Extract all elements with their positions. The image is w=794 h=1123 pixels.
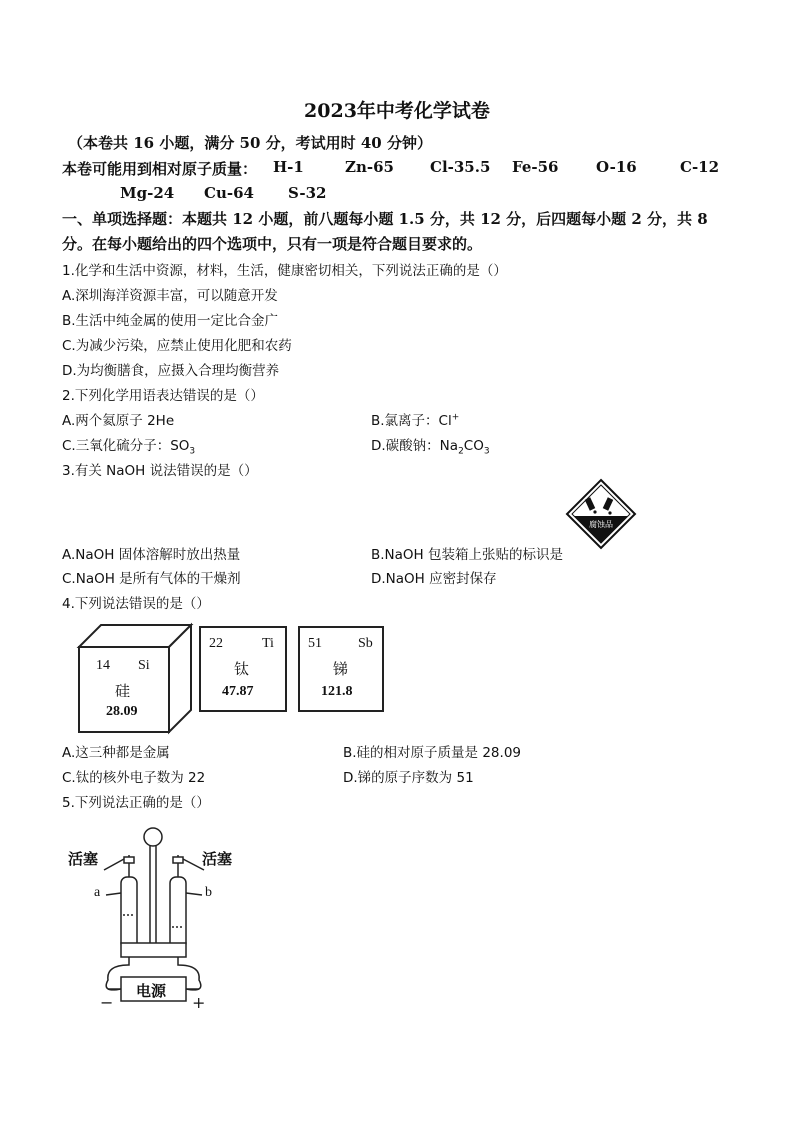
atomic-mass-item: H-1 — [273, 158, 304, 176]
atomic-mass: 121.8 — [321, 684, 353, 699]
q1-option-d: D.为均衡膳食，应摄入合理均衡营养 — [62, 363, 280, 379]
atomic-mass: 28.09 — [106, 704, 138, 719]
atomic-mass-item: C-12 — [680, 158, 720, 176]
q1-option-a: A.深圳海洋资源丰富，可以随意开发 — [62, 288, 278, 304]
electrolysis-apparatus — [66, 815, 256, 1015]
section-heading: 一、单项选择题：本题共 12 小题，前八题每小题 1.5 分，共 12 分，后四题每小题 2 分，共 8 — [62, 210, 708, 228]
atomic-number: 14 — [96, 658, 110, 673]
q4-option-d: D.锑的原子序数为 51 — [343, 770, 474, 786]
q2-option-d: D.碳酸钠：$Na_2CO_3$ — [371, 438, 490, 457]
tube-label-a: a — [94, 885, 101, 900]
atomic-mass-item: Cl-35.5 — [430, 158, 491, 176]
atomic-mass-item: Mg-24 — [120, 184, 175, 202]
q2-option-b: B.氯离子：Cl+ — [371, 412, 460, 429]
element-name: 硅 — [115, 682, 131, 700]
q4-option-a: A.这三种都是金属 — [62, 745, 170, 761]
q3-option-d: D.NaOH 应密封保存 — [371, 571, 497, 587]
question-4-stem: 4.下列说法错误的是（） — [62, 596, 210, 612]
corrosive-hazard-sign — [565, 478, 637, 550]
negative-terminal-label: − — [100, 993, 114, 1012]
q3-option-a: A.NaOH 固体溶解时放出热量 — [62, 547, 241, 563]
element-cell-titanium — [199, 626, 287, 712]
power-supply-label: 电源 — [136, 982, 167, 1000]
atomic-mass-item: Fe-56 — [512, 158, 559, 176]
question-2-stem: 2.下列化学用语表达错误的是（） — [62, 388, 264, 404]
q1-option-c: C.为减少污染，应禁止使用化肥和农药 — [62, 338, 292, 354]
element-name: 钛 — [234, 662, 250, 678]
atomic-mass-item: Zn-65 — [345, 158, 394, 176]
atomic-mass: 47.87 — [222, 684, 254, 699]
exam-info: （本卷共 16 小题，满分 50 分，考试用时 40 分钟） — [68, 134, 432, 152]
page-title: 2023年中考化学试卷 — [304, 100, 490, 122]
q3-option-c: C.NaOH 是所有气体的干燥剂 — [62, 571, 241, 587]
q4-option-c: C.钛的核外电子数为 22 — [62, 770, 206, 786]
question-3-stem: 3.有关 NaOH 说法错误的是（） — [62, 463, 258, 479]
atomic-mass-item: S-32 — [288, 184, 327, 202]
element-symbol: Si — [138, 658, 150, 673]
atomic-mass-item: O-16 — [596, 158, 637, 176]
question-5-stem: 5.下列说法正确的是（） — [62, 795, 210, 811]
positive-terminal-label: + — [192, 993, 206, 1012]
element-cell-antimony — [298, 626, 384, 712]
atomic-mass-item: Cu-64 — [204, 184, 254, 202]
sign-label: 腐蚀品 — [589, 520, 613, 529]
atomic-number: 22 — [209, 636, 223, 651]
element-cell-silicon — [76, 620, 194, 735]
atomic-mass-label: 本卷可能用到相对原子质量： — [62, 160, 258, 178]
q1-option-b: B.生活中纯金属的使用一定比合金广 — [62, 313, 279, 329]
section-heading-cont: 分。在每小题给出的四个选项中，只有一项是符合题目要求的。 — [62, 235, 483, 253]
atomic-number: 51 — [308, 636, 322, 651]
q3-option-b: B.NaOH 包装箱上张贴的标识是 — [371, 547, 563, 563]
q2-option-a: A.两个氦原子 2He — [62, 413, 175, 429]
q4-option-b: B.硅的相对原子质量是 28.09 — [343, 745, 521, 761]
valve-label-right: 活塞 — [202, 850, 233, 868]
element-symbol: Sb — [358, 636, 373, 651]
element-symbol: Ti — [262, 636, 274, 651]
valve-label-left: 活塞 — [68, 850, 99, 868]
question-1-stem: 1.化学和生活中资源，材料，生活，健康密切相关，下列说法正确的是（） — [62, 263, 507, 279]
element-name: 锑 — [333, 662, 349, 678]
q2-option-c: C.三氧化硫分子：$SO_3$ — [62, 438, 196, 457]
tube-label-b: b — [205, 885, 212, 900]
